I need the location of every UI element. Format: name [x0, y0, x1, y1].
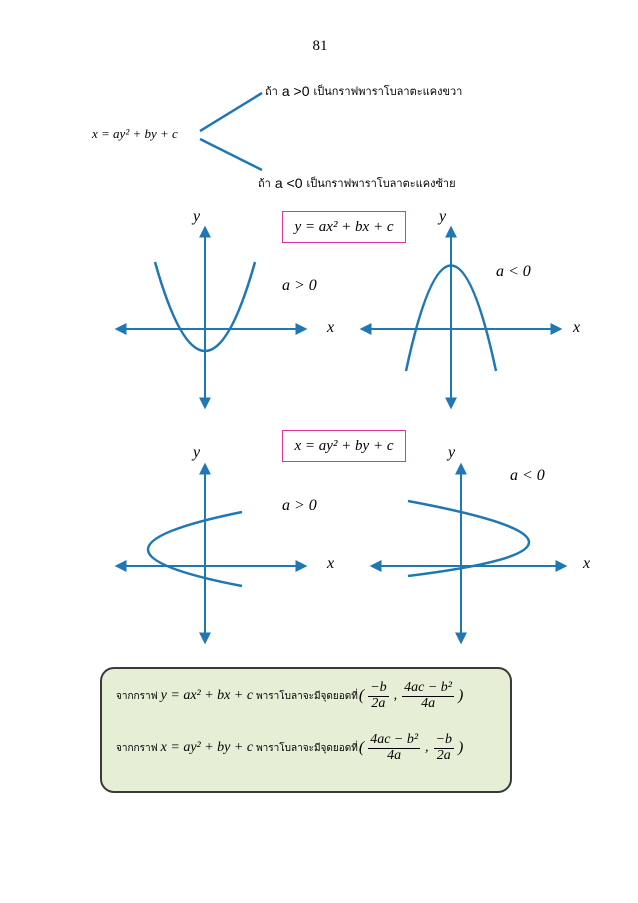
horizontal-parabola-graphs: [0, 420, 638, 655]
line1-prefix: จากกราฟ: [116, 690, 158, 702]
vertical-right-condition: a < 0: [496, 263, 531, 280]
line1-frac1-denominator: 2a: [371, 695, 386, 711]
vertical-right-y-label: y: [439, 208, 447, 225]
vertex-summary-box: [100, 667, 512, 793]
right-leftward-graph: [372, 465, 565, 642]
top-equation: x = ay² + by + c: [92, 126, 178, 141]
left-upward-graph: [117, 228, 305, 407]
summary-line-horizontal: [116, 733, 464, 763]
right-downward-graph: [362, 228, 560, 407]
line2-fraction-x: [368, 733, 420, 763]
line2-text: พาราโบลาจะมีจุดยอดที่: [256, 742, 358, 754]
branch-positive-condition: a >0: [281, 83, 310, 99]
line2-frac2-denominator: 2a: [436, 747, 451, 763]
leftward-parabola: [408, 501, 529, 576]
horizontal-right-x-label: x: [583, 555, 591, 572]
horizontal-equation: x = ay² + by + c: [294, 437, 394, 454]
line2-separator: ,: [425, 740, 429, 756]
horizontal-left-y-label: y: [193, 444, 201, 461]
line2-prefix: จากกราฟ: [116, 742, 158, 754]
line2-frac1-denominator: 4a: [387, 747, 402, 763]
line2-frac2-numerator: −b: [435, 732, 452, 747]
line1-text: พาราโบลาจะมีจุดยอดที่: [256, 690, 358, 702]
branch-negative: [258, 174, 456, 192]
line1-fraction-x: [368, 681, 388, 711]
line2-fraction-y: [434, 733, 454, 763]
vertical-equation: y = ax² + bx + c: [294, 218, 394, 235]
horizontal-right-y-label: y: [448, 444, 456, 461]
summary-line-vertical: [116, 681, 464, 711]
branch-positive: [265, 82, 462, 100]
left-rightward-graph: [117, 465, 305, 642]
line1-fraction-y: [402, 681, 454, 711]
line1-frac1-numerator: −b: [370, 680, 387, 695]
line1-close-paren: ): [458, 687, 464, 705]
branch-positive-text: เป็นกราฟพาราโบลาตะแคงขวา: [313, 85, 463, 98]
line1-frac2-numerator: 4ac − b²: [404, 680, 452, 695]
rightward-parabola: [148, 512, 242, 586]
vertical-left-y-label: y: [193, 208, 201, 225]
vertical-left-x-label: x: [327, 319, 335, 336]
vertical-parabola-graphs: [0, 200, 638, 415]
vertical-right-x-label: x: [573, 319, 581, 336]
line2-close-paren: ): [458, 739, 464, 757]
horizontal-left-x-label: x: [327, 555, 335, 572]
branch-negative-text: เป็นกราฟพาราโบลาตะแคงซ้าย: [306, 177, 456, 190]
line2-equation: x = ay² + by + c: [160, 740, 254, 756]
horizontal-right-condition: a < 0: [510, 467, 545, 484]
line1-separator: ,: [393, 688, 398, 704]
line1-frac2-denominator: 4a: [421, 695, 436, 711]
horizontal-left-condition: a > 0: [282, 497, 317, 514]
branch-lines: [0, 0, 638, 200]
page-number: 81: [312, 38, 328, 54]
line2-frac1-numerator: 4ac − b²: [370, 732, 419, 747]
branch-positive-prefix: ถ้า: [265, 85, 278, 98]
vertical-left-condition: a > 0: [282, 277, 317, 294]
line2-open-paren: (: [358, 739, 365, 757]
line1-open-paren: (: [358, 687, 365, 705]
branch-negative-condition: a <0: [274, 175, 303, 191]
line1-equation: y = ax² + bx + c: [160, 688, 254, 704]
branch-negative-prefix: ถ้า: [258, 177, 271, 190]
